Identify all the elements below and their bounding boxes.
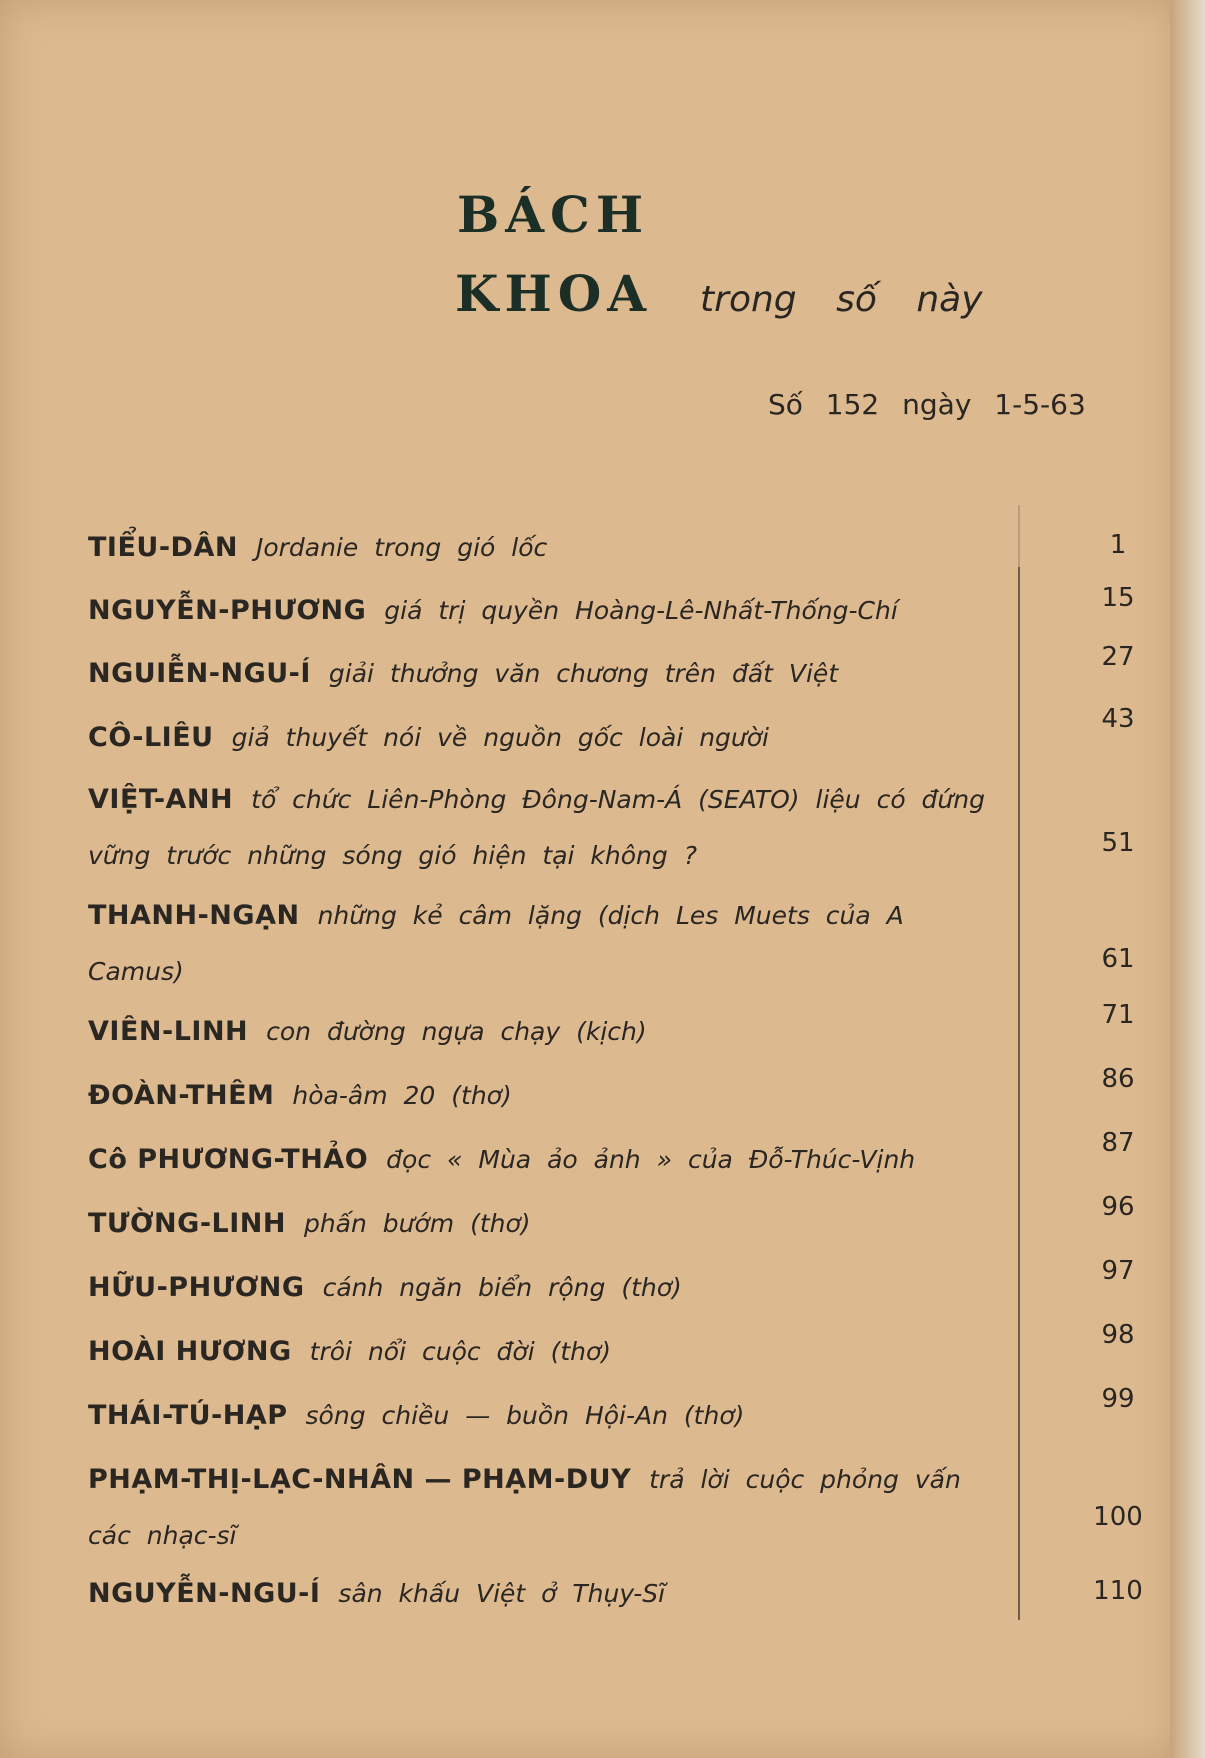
toc-entry	[88, 1000, 1135, 1060]
toc-entry	[88, 1384, 1135, 1444]
toc-entry	[88, 642, 1135, 702]
toc-title: những kẻ câm lặng (dịch Les Muets của A Camus)	[88, 901, 904, 986]
toc-author: NGUYỄN-PHƯƠNG	[88, 595, 367, 626]
toc-title: cánh ngăn biển rộng (thơ)	[322, 1273, 682, 1302]
toc-page: 87	[1101, 1128, 1135, 1158]
toc-title: phấn bướm (thơ)	[303, 1209, 531, 1238]
toc-page: 100	[1093, 1502, 1143, 1532]
toc-author: NGUYỄN-NGU-Í	[88, 1578, 321, 1609]
toc-page: 27	[1101, 642, 1135, 672]
toc-entry	[88, 1256, 1135, 1316]
toc-page: 110	[1093, 1576, 1143, 1606]
masthead-line1: BÁCH	[457, 185, 650, 244]
masthead-line2: KHOA	[455, 264, 653, 323]
toc-author: Cô PHƯƠNG-THẢO	[88, 1144, 369, 1175]
toc-author: TƯỜNG-LINH	[88, 1208, 286, 1239]
toc-entry	[88, 772, 1135, 884]
toc-author: TIỂU-DÂN	[88, 532, 238, 563]
toc-entry	[88, 1320, 1135, 1380]
toc-title: giá trị quyền Hoàng-Lê-Nhất-Thống-Chí	[384, 596, 898, 625]
toc-page: 15	[1101, 583, 1135, 613]
toc-page: 96	[1101, 1192, 1135, 1222]
toc-page: 71	[1101, 1000, 1135, 1030]
issue-info: Số 152 ngày 1-5-63	[768, 388, 1086, 421]
toc-title: giải thưởng văn chương trên đất Việt	[328, 659, 839, 688]
toc-author: NGUIỄN-NGU-Í	[88, 658, 311, 689]
toc-title: đọc « Mùa ảo ảnh » của Đỗ-Thúc-Vịnh	[386, 1145, 916, 1174]
masthead-subtitle: trong số này	[700, 279, 983, 320]
toc-title: trôi nổi cuộc đời (thơ)	[309, 1337, 612, 1366]
toc-entry	[88, 704, 1135, 766]
toc-entry	[88, 1566, 1143, 1622]
toc-entry	[88, 1192, 1135, 1252]
toc-title: Jordanie trong gió lốc	[255, 533, 548, 562]
toc-entry	[88, 583, 1135, 639]
toc-author: VIỆT-ANH	[88, 784, 234, 815]
toc-title: tổ chức Liên-Phòng Đông-Nam-Á (SEATO) liệu có đứng vững trước những sóng gió hiện tại không ?	[88, 785, 985, 870]
toc-entry	[88, 888, 1135, 1000]
toc-author: CÔ-LIÊU	[88, 722, 214, 753]
toc-page: 97	[1101, 1256, 1135, 1286]
toc-entry	[88, 520, 1127, 576]
toc-author: HOÀI HƯƠNG	[88, 1336, 292, 1367]
toc-title: trả lời cuộc phỏng vấn các nhạc-sĩ	[88, 1465, 961, 1550]
toc-page: 99	[1101, 1384, 1135, 1414]
toc-title: con đường ngựa chạy (kịch)	[266, 1017, 647, 1046]
page-edge	[1170, 0, 1205, 1758]
toc-author: PHẠM-THỊ-LẠC-NHÂN — PHẠM-DUY	[88, 1464, 632, 1495]
toc-page: 1	[1109, 530, 1127, 560]
toc-author: THÁI-TÚ-HẠP	[88, 1400, 288, 1431]
toc-page: 51	[1101, 828, 1135, 858]
toc-title: giả thuyết nói về nguồn gốc loài người	[231, 723, 770, 752]
toc-entry	[88, 1452, 1143, 1564]
toc-entry	[88, 1128, 1135, 1188]
toc-author: THANH-NGẠN	[88, 900, 300, 931]
toc-page: 86	[1101, 1064, 1135, 1094]
toc-author: ĐOÀN-THÊM	[88, 1080, 275, 1111]
toc-title: sông chiều — buồn Hội-An (thơ)	[305, 1401, 745, 1430]
toc-author: HỮU-PHƯƠNG	[88, 1272, 305, 1303]
masthead	[455, 185, 983, 323]
toc-page: 98	[1101, 1320, 1135, 1350]
toc-page: 43	[1101, 704, 1135, 734]
toc-entry	[88, 1064, 1135, 1124]
toc-title: sân khấu Việt ở Thụy-Sĩ	[338, 1579, 666, 1608]
toc-page: 61	[1101, 944, 1135, 974]
toc-author: VIÊN-LINH	[88, 1016, 249, 1047]
toc-title: hòa-âm 20 (thơ)	[292, 1081, 512, 1110]
